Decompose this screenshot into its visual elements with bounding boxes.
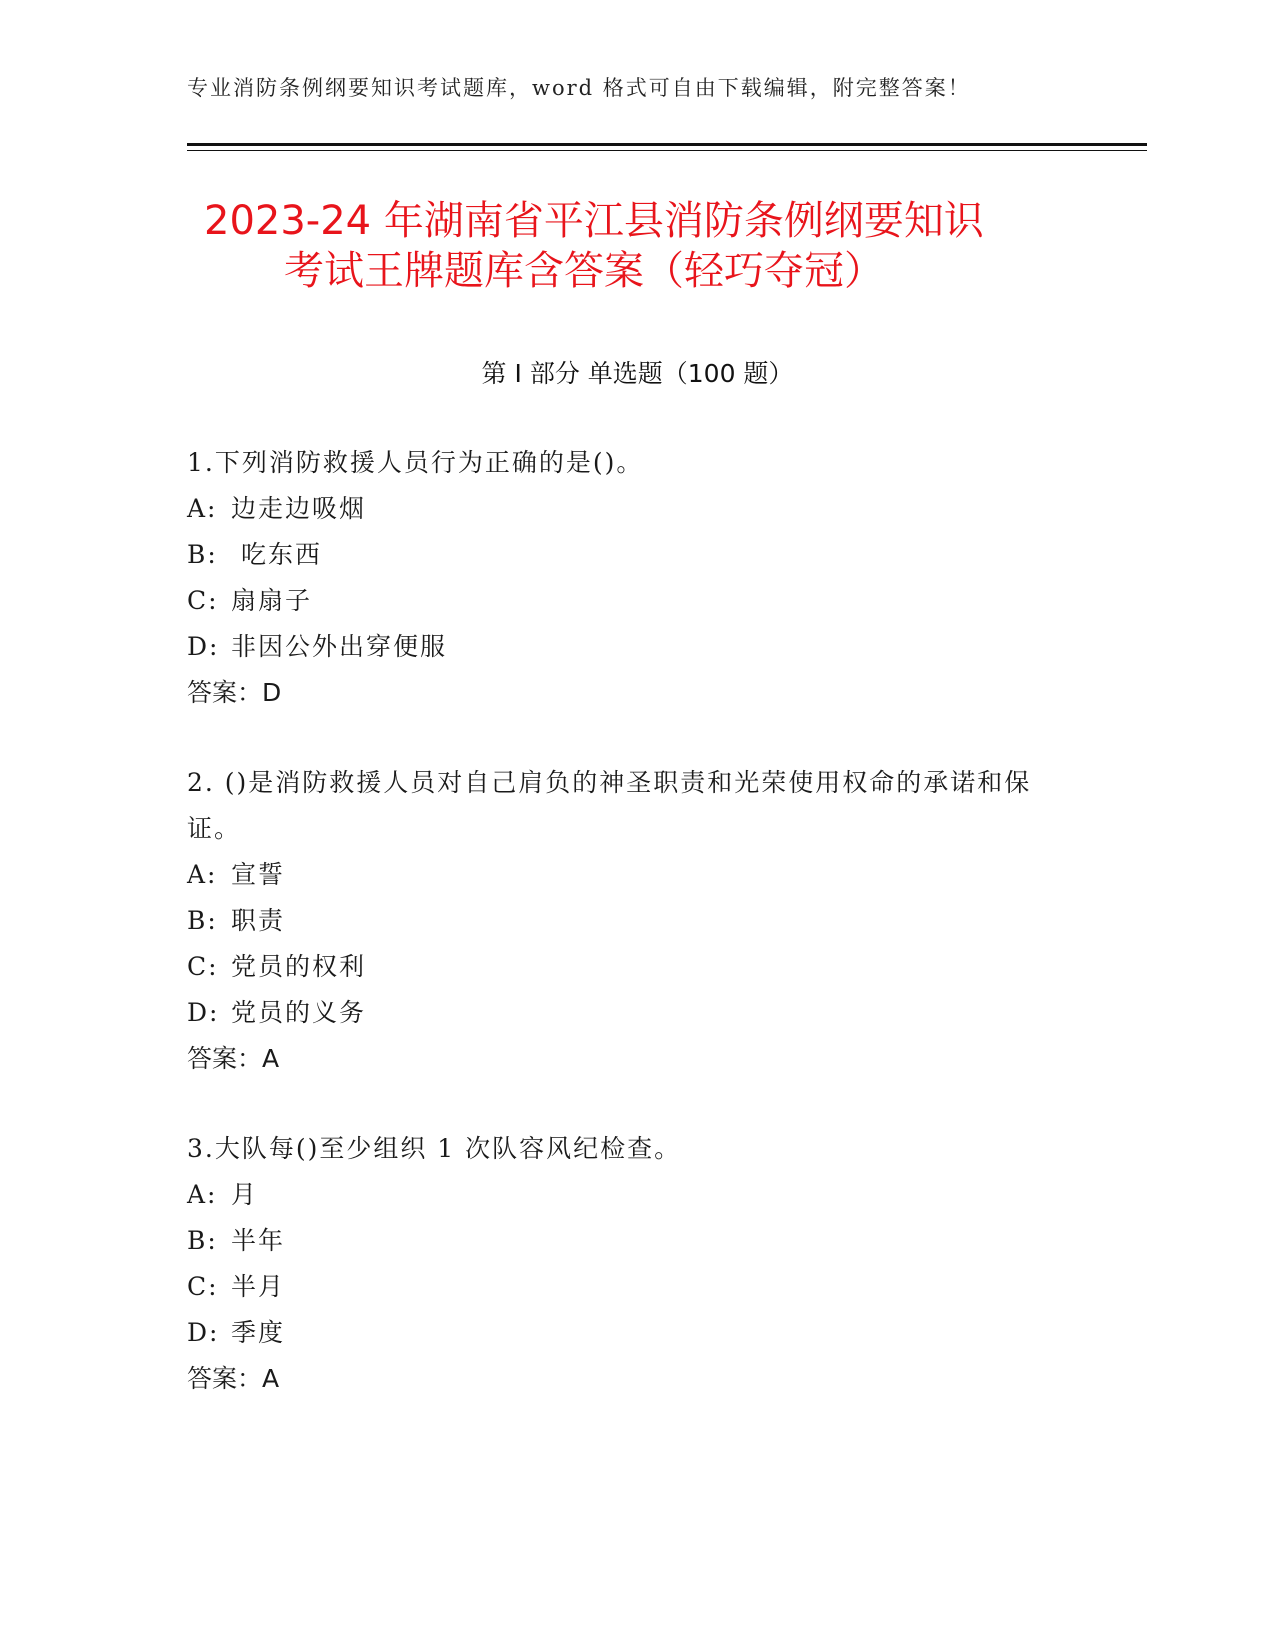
header-rule-thin [187, 150, 1147, 151]
document-title-line2: 考试王牌题库含答案（轻巧夺冠） [284, 248, 884, 294]
option-text: 季度 [231, 1318, 286, 1347]
question-option-a [187, 1172, 1067, 1218]
option-letter: A: [187, 494, 218, 523]
option-text: 职责 [231, 906, 286, 935]
option-letter: D: [187, 632, 220, 661]
question-option-b [187, 532, 1067, 578]
option-text: 扇扇子 [231, 586, 313, 615]
question-option-a [187, 486, 1067, 532]
question-answer: 答案：A [187, 1364, 280, 1393]
option-letter: D: [187, 998, 220, 1027]
option-letter: C: [187, 586, 219, 615]
document-title-line1: 2023-24 年湖南省平江县消防条例纲要知识 [204, 198, 984, 244]
question-option-d [187, 1310, 1067, 1356]
header-rule-thick [187, 143, 1147, 146]
section-title: 第 I 部分 单选题（100 题） [481, 359, 794, 388]
option-text: 半月 [231, 1272, 286, 1301]
header-note: 专业消防条例纲要知识考试题库，word 格式可自由下载编辑，附完整答案！ [187, 76, 971, 100]
question-option-c [187, 944, 1067, 990]
option-text: 边走边吸烟 [231, 494, 367, 523]
question-1 [187, 440, 1067, 716]
option-text: 半年 [231, 1226, 286, 1255]
option-text: 宣誓 [231, 860, 286, 889]
option-letter: B: [187, 1226, 218, 1255]
question-option-b [187, 1218, 1067, 1264]
option-text: 党员的权利 [231, 952, 367, 981]
question-option-a [187, 852, 1067, 898]
document-title [180, 196, 1100, 296]
option-text: 月 [231, 1180, 259, 1209]
option-letter: D: [187, 1318, 220, 1347]
question-option-d [187, 624, 1067, 670]
question-stem: 1.下列消防救援人员行为正确的是()。 [187, 448, 644, 477]
question-stem: 3.大队每()至少组织 1 次队容风纪检查。 [187, 1134, 682, 1163]
option-letter: B: [187, 906, 218, 935]
option-letter: C: [187, 1272, 219, 1301]
question-option-b [187, 898, 1067, 944]
option-text: 吃东西 [231, 540, 322, 569]
question-3 [187, 1126, 1067, 1402]
question-option-c [187, 578, 1067, 624]
question-list [187, 440, 1067, 1446]
option-text: 非因公外出穿便服 [231, 632, 448, 661]
question-2 [187, 760, 1067, 1082]
option-letter: A: [187, 1180, 218, 1209]
option-letter: A: [187, 860, 218, 889]
option-letter: C: [187, 952, 219, 981]
question-option-d [187, 990, 1067, 1036]
question-answer: 答案：A [187, 1044, 280, 1073]
option-letter: B: [187, 540, 218, 569]
question-stem: 2. ()是消防救援人员对自己肩负的神圣职责和光荣使用权命的承诺和保证。 [187, 768, 1032, 843]
option-text: 党员的义务 [231, 998, 367, 1027]
question-answer: 答案：D [187, 678, 282, 707]
question-option-c [187, 1264, 1067, 1310]
